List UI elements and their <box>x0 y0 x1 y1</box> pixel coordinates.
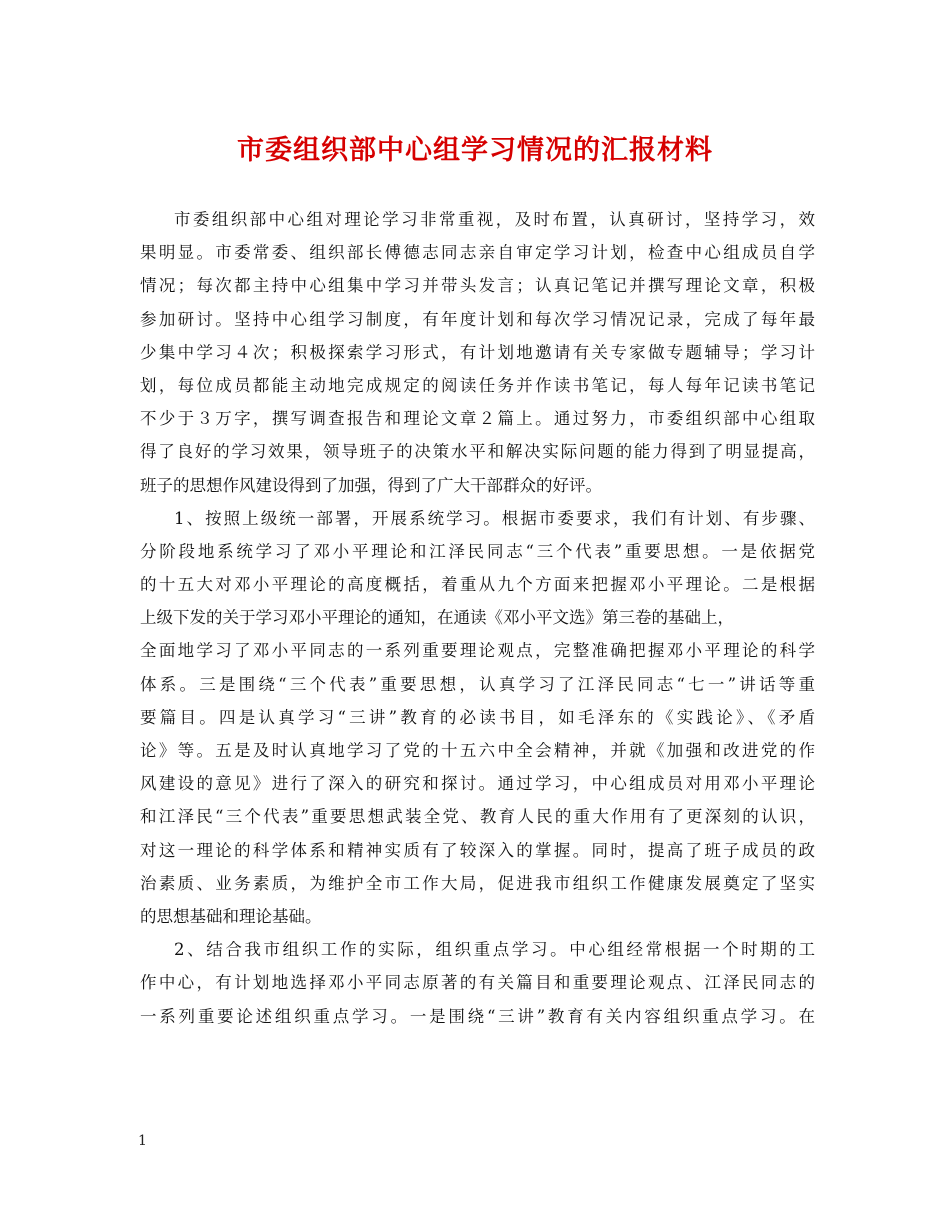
text-line: 1、按照上级统一部署，开展系统学习。根据市委要求，我们有计划、有步骤、 <box>174 508 815 528</box>
text-line: 上级下发的关于学习邓小平理论的通知，在通读《邓小平文选》第三卷的基础上， <box>140 608 734 628</box>
text-line: 分阶段地系统学习了邓小平理论和江泽民同志“三个代表”重要思想。一是依据党 <box>140 541 815 561</box>
text-line: 要篇目。四是认真学习“三讲”教育的必读书目，如毛泽东的《实践论》、《矛盾 <box>140 707 815 727</box>
text-line: 的十五大对邓小平理论的高度概括，着重从九个方面来把握邓小平理论。二是根据 <box>140 575 815 595</box>
text-line: 一系列重要论述组织重点学习。一是围绕“三讲”教育有关内容组织重点学习。在 <box>140 1006 815 1026</box>
text-line: 风建设的意见》进行了深入的研究和探讨。通过学习，中心组成员对用邓小平理论 <box>140 774 815 794</box>
text-line: 不少于３万字，撰写调查报告和理论文章２篇上。通过努力，市委组织部中心组取 <box>140 409 815 429</box>
text-line: 的思想基础和理论基础。 <box>140 906 322 926</box>
document-title: 市委组织部中心组学习情况的汇报材料 <box>237 135 713 166</box>
text-line: 划，每位成员都能主动地完成规定的阅读任务并作读书笔记，每人每年记读书笔记 <box>140 375 815 395</box>
text-line: 得了良好的学习效果，领导班子的决策水平和解决实际问题的能力得到了明显提高， <box>140 442 815 462</box>
document-body <box>140 203 815 1033</box>
text-line: 情况；每次都主持中心组集中学习并带头发言；认真记笔记并撰写理论文章，积极 <box>140 276 815 296</box>
text-line: 体系。三是围绕“三个代表”重要思想，认真学习了江泽民同志“七一”讲话等重 <box>140 674 815 694</box>
text-line: 少集中学习４次；积极探索学习形式，有计划地邀请有关专家做专题辅导；学习计 <box>140 342 815 362</box>
text-line: 市委组织部中心组对理论学习非常重视，及时布置，认真研讨，坚持学习，效 <box>174 210 815 229</box>
text-line: 治素质、业务素质，为维护全市工作大局，促进我市组织工作健康发展奠定了坚实 <box>140 873 815 893</box>
text-line: 作中心，有计划地选择邓小平同志原著的有关篇目和重要理论观点、江泽民同志的 <box>140 973 815 993</box>
text-line: 论》等。五是及时认真地学习了党的十五六中全会精神，并就《加强和改进党的作 <box>140 741 815 760</box>
text-line: 对这一理论的科学体系和精神实质有了较深入的掌握。同时，提高了班子成员的政 <box>140 840 815 860</box>
text-line: 班子的思想作风建设得到了加强，得到了广大干部群众的好评。 <box>140 475 602 495</box>
text-line: 果明显。市委常委、组织部长傅德志同志亲自审定学习计划，检查中心组成员自学 <box>140 243 815 263</box>
text-line: 全面地学习了邓小平同志的一系列重要理论观点，完整准确把握邓小平理论的科学 <box>140 641 815 661</box>
text-line: 和江泽民“三个代表”重要思想武装全党、教育人民的重大作用有了更深刻的认识， <box>140 807 815 827</box>
text-line: 2、结合我市组织工作的实际，组织重点学习。中心组经常根据一个时期的工 <box>174 940 815 960</box>
page-number: 1 <box>138 1133 147 1149</box>
text-line: 参加研讨。坚持中心组学习制度，有年度计划和每次学习情况记录，完成了每年最 <box>140 309 815 329</box>
